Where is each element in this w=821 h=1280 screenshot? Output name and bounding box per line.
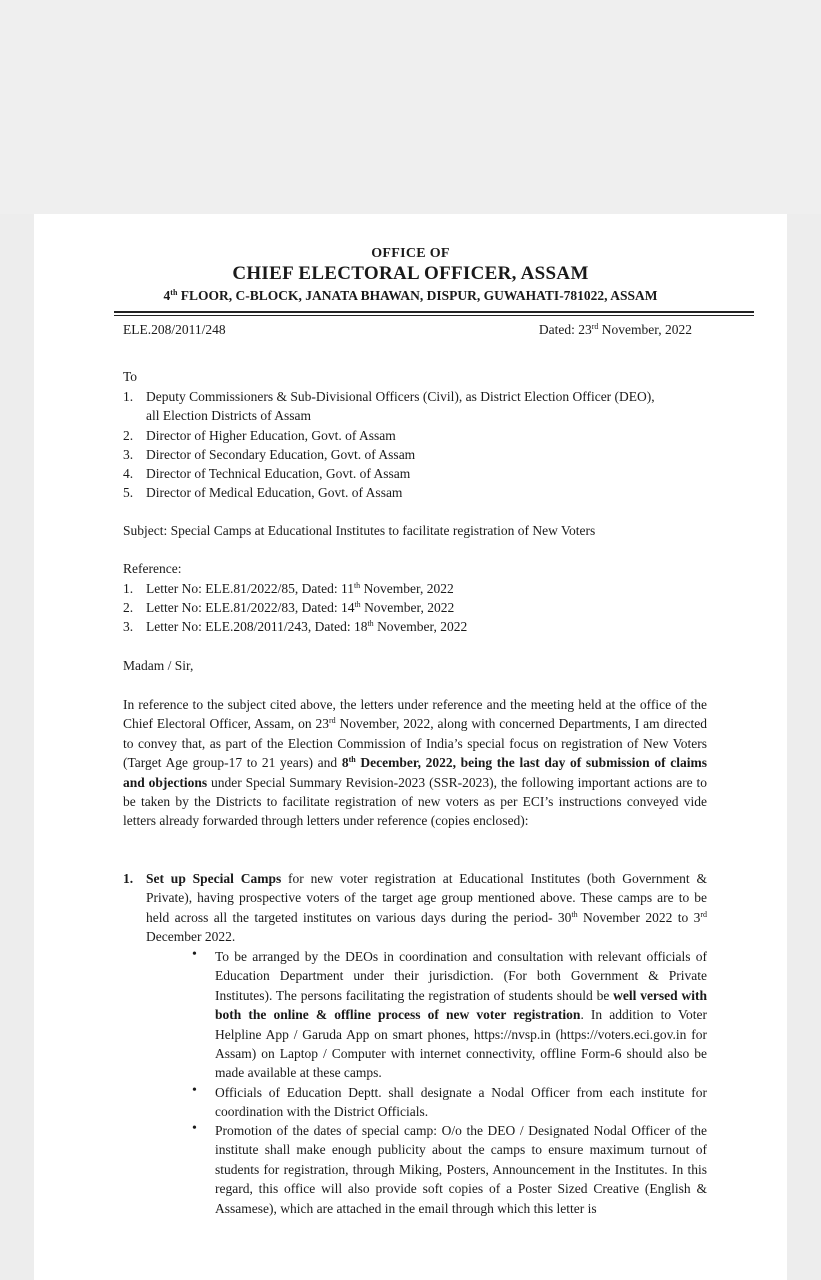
reference-number-item: 3. bbox=[123, 619, 134, 634]
bullet-dot: • bbox=[192, 1121, 197, 1136]
recipient-number: 5. bbox=[123, 485, 134, 500]
reference-item: Letter No: ELE.81/2022/83, Dated: 14th November, 2022 bbox=[146, 600, 455, 615]
background-top bbox=[0, 0, 821, 214]
header-rule-thin bbox=[114, 315, 754, 316]
recipient-line: all Election Districts of Assam bbox=[146, 408, 311, 423]
reference-label: Reference: bbox=[123, 561, 182, 576]
office-address: 4th FLOOR, C-BLOCK, JANATA BHAWAN, DISPUR, GUWAHATI-781022, ASSAM bbox=[163, 288, 658, 303]
reference-item: Letter No: ELE.81/2022/85, Dated: 11th November, 2022 bbox=[146, 581, 454, 596]
bullet-text: Officials of Education Deptt. shall designate a Nodal Officer from each institute for coordination with the District Officials. bbox=[215, 1085, 707, 1120]
body-paragraph: In reference to the subject cited above, the letters under reference and the meeting held at the office of the Chief Electoral Officer, Assam, on 23rd November, 2022, along with concerned Departments, I am directed to convey that, as part of the Election Commission of India’s special focus on registration of New Voters (Target Age group-17 to 21 years) and 8th December, 2022, being the last day of submission of claims and objections under Special Summary Revision-2023 (SSR-2023), the following important actions are to be taken by the Districts to facilitate registration of new voters as per ECI’s instructions conveyed vide letters already forwarded through letters under reference (copies enclosed): bbox=[123, 697, 707, 829]
reference-number: ELE.208/2011/248 bbox=[123, 322, 226, 337]
recipient-number: 1. bbox=[123, 389, 134, 404]
salutation: Madam / Sir, bbox=[123, 658, 194, 673]
action-paragraph: Set up Special Camps for new voter registration at Educational Institutes (both Government & Private), having prospective voters of the target age group mentioned above. These camps are to be held across all the targeted institutes on various days during the period- 30th November 2022 to 3rd December 2022. bbox=[146, 871, 707, 945]
to-label: To bbox=[123, 369, 138, 384]
office-of-line: OFFICE OF bbox=[371, 246, 450, 261]
recipient-number: 3. bbox=[123, 447, 134, 462]
recipient-number: 4. bbox=[123, 466, 134, 481]
reference-item: Letter No: ELE.208/2011/243, Dated: 18th November, 2022 bbox=[146, 619, 468, 634]
action-number: 1. bbox=[123, 871, 134, 886]
bullet-text: To be arranged by the DEOs in coordination and consultation with relevant officials of Education Department under their jurisdiction. (For both Government & Private Institutes). The persons facilitating the registration of students should be well versed with both the online & offline process of new voter registration. In addition to Voter Helpline App / Garuda App on smart phones, https://nvsp.in (https://voters.eci.gov.in for Assam) on Laptop / Computer with internet connectivity, offline Form-6 should also be made available at these camps. bbox=[215, 949, 707, 1081]
bullet-text: Promotion of the dates of special camp: O/o the DEO / Designated Nodal Officer of the institute shall make enough publicity about the camps to ensure maximum turnout of students for registration, through Miking, Posters, Announcement in the Institutes. In this regard, this office will also provide soft copies of a Poster Sized Creative (English & Assamese), which are attached in the email through which this letter is bbox=[215, 1123, 707, 1216]
bullet-dot: • bbox=[192, 1083, 197, 1098]
recipient-line: Deputy Commissioners & Sub-Divisional Officers (Civil), as District Election Officer (DEO), bbox=[146, 389, 655, 404]
subject-line: Subject: Special Camps at Educational Institutes to facilitate registration of New Voters bbox=[123, 523, 596, 538]
recipient-line: Director of Medical Education, Govt. of Assam bbox=[146, 485, 403, 500]
letter-page bbox=[34, 214, 787, 1280]
recipient-line: Director of Secondary Education, Govt. of Assam bbox=[146, 447, 416, 462]
bullet-dot: • bbox=[192, 947, 197, 962]
office-title: CHIEF ELECTORAL OFFICER, ASSAM bbox=[232, 263, 589, 284]
header-rule-thick bbox=[114, 311, 754, 313]
recipient-number: 2. bbox=[123, 428, 134, 443]
recipient-line: Director of Technical Education, Govt. of Assam bbox=[146, 466, 411, 481]
letter-date: Dated: 23rd November, 2022 bbox=[538, 322, 692, 337]
reference-number-item: 2. bbox=[123, 600, 134, 615]
reference-number-item: 1. bbox=[123, 581, 134, 596]
recipient-line: Director of Higher Education, Govt. of Assam bbox=[146, 428, 396, 443]
